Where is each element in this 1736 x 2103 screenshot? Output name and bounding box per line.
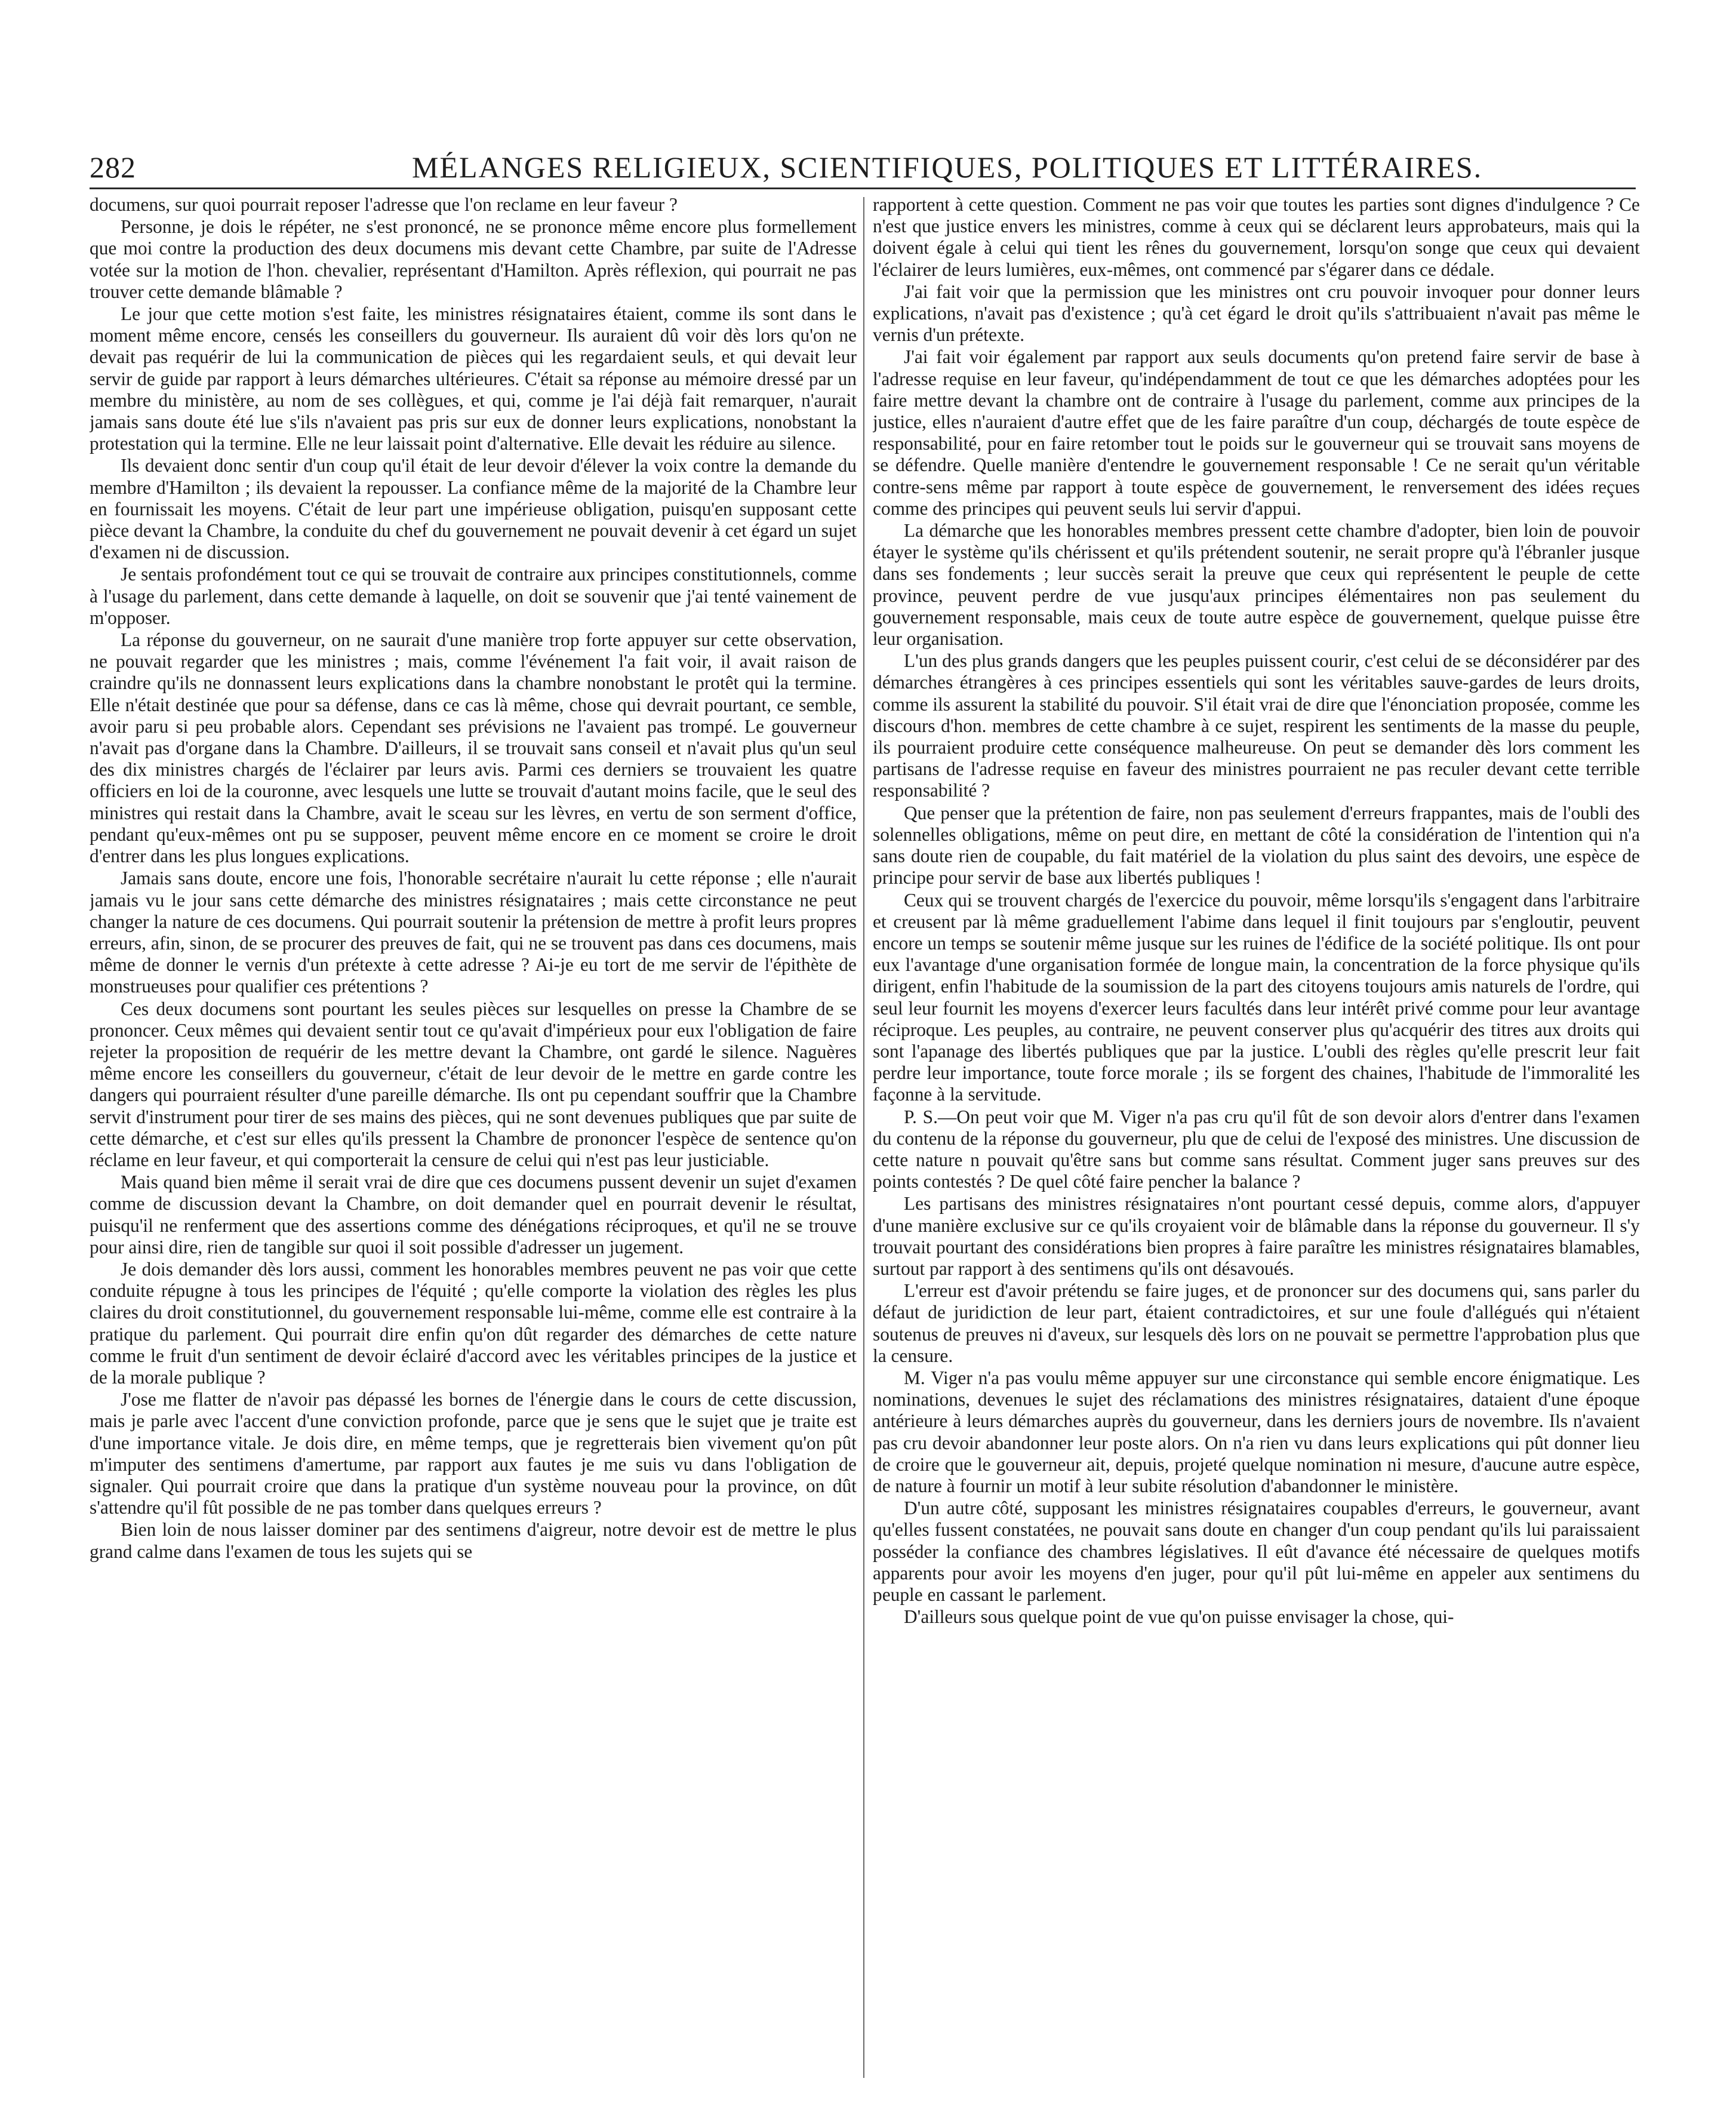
page-number: 282 (90, 150, 136, 184)
paragraph: Ceux qui se trouvent chargés de l'exercice du pouvoir, même lorsqu'ils s'engagent dans l'arbitraire et creusent par là même graduellement l'abime dans lequel il finit toujours par s'engloutir, peuvent encore un temps se soutenir même jusque sur les ruines de l'édifice de la société politique. Ils ont pour eux l'avantage d'une organisation formée de longue main, la concentration de la force physique qu'ils dirigent, enfin l'habitude de la soumission de la part des citoyens toujours amis naturels de l'ordre, qui seul leur fournit les moyens d'exercer leurs facultés dans leur intérêt privé comme pour leur avantage réciproque. Les peuples, au contraire, ne peuvent conserver plus qu'acquérir des titres aux droits qui sont l'apanage des libertés publiques que par la justice. L'oubli des règles qu'elle prescrit leur fait perdre leur importance, toute force morale ; ils se forgent des chaines, l'habitude de l'immoralité les façonne à la servitude. (873, 889, 1640, 1105)
paragraph: L'un des plus grands dangers que les peuples puissent courir, c'est celui de se déconsidérer par des démarches étrangères à ces principes essentiels qui sont les véritables sauve-gardes de leurs droits, comme ils assurent la stabilité du pouvoir. S'il était vrai de dire que l'énonciation proposée, comme les discours d'hon. membres de cette chambre à ce sujet, respirent les sentiments de la masse du peuple, ils pourraient produire cette conséquence malheureuse. On peut se demander dès lors comment les partisans de l'adresse requise en faveur des ministres pourraient ne pas reculer devant cette terrible responsabilité ? (873, 650, 1640, 801)
paragraph: La réponse du gouverneur, on ne saurait d'une manière trop forte appuyer sur cette observation, ne pouvait regarder que les ministres ; mais, comme l'événement l'a fait voir, il avait raison de craindre qu'ils ne donnassent leurs explications dans la chambre nonobstant le protêt qui la termine. Elle n'était destinée que pour sa défense, dans ce cas là même, chose qui devrait pourtant, ce semble, avoir paru si peu probable alors. Cependant ses prévisions ne l'avaient pas trompé. Le gouverneur n'avait pas d'organe dans la Chambre. D'ailleurs, il se trouvait sans conseil et n'avait plus qu'un seul des dix ministres chargés de l'éclairer par leurs avis. Parmi ces derniers se trouvaient les quatre officiers en loi de la couronne, avec lesquels une lutte se trouvait d'autant moins facile, que le seul des ministres qui restait dans la Chambre, avait le sceau sur les lèvres, en vertu de son serment d'office, pendant qu'eux-mêmes ont pu se supposer, peuvent même encore en ce moment se croire le droit d'entrer dans les plus longues explications. (90, 629, 857, 867)
paragraph: P. S.—On peut voir que M. Viger n'a pas cru qu'il fût de son devoir alors d'entrer dans l'examen du contenu de la réponse du gouverneur, plu que de celui de l'exposé des ministres. Une discussion de cette nature n pouvait qu'être sans but comme sans résultat. Comment juger sans preuves sur des points contestés ? De quel côté faire pencher la balance ? (873, 1106, 1640, 1192)
left-column (90, 194, 857, 2081)
paragraph: Bien loin de nous laisser dominer par des sentimens d'aigreur, notre devoir est de mettre le plus grand calme dans l'examen de tous les sujets qui se (90, 1519, 857, 1562)
paragraph: J'ose me flatter de n'avoir pas dépassé les bornes de l'énergie dans le cours de cette discussion, mais je parle avec l'accent d'une conviction profonde, parce que je sens que le sujet que je traite est d'une importance vitale. Je dois dire, en même temps, que je regretterais bien vivement qu'on pût m'imputer des sentimens d'amertume, par rapport aux fautes je me suis vu dans l'obligation de signaler. Qui pourrait croire que dans la pratique d'un système nouveau pour la province, on dût s'attendre qu'il fût possible de ne pas tomber dans quelques erreurs ? (90, 1389, 857, 1518)
paragraph: Les partisans des ministres résignataires n'ont pourtant cessé depuis, comme alors, d'appuyer d'une manière exclusive sur ce qu'ils croyaient voir de blâmable dans la réponse du gouverneur. Il s'y trouvait pourtant des considérations bien propres à faire paraître les ministres résignataires blamables, surtout par rapport à des sentimens qu'ils ont désavoués. (873, 1193, 1640, 1279)
paragraph: Ils devaient donc sentir d'un coup qu'il était de leur devoir d'élever la voix contre la demande du membre d'Hamilton ; ils devaient la repousser. La confiance même de la majorité de la Chambre leur en fournissait les moyens. C'était de leur part une impérieuse obligation, puisqu'en supposant cette pièce devant la Chambre, la conduite du chef du gouvernement ne pouvait devenir à cet égard un sujet d'examen ni de discussion. (90, 455, 857, 563)
paragraph: Jamais sans doute, encore une fois, l'honorable secrétaire n'aurait lu cette réponse ; elle n'aurait jamais vu le jour sans cette démarche des ministres résignataires ; mais cette circonstance ne peut changer la nature de ces documens. Qui pourrait soutenir la prétension de mettre à profit leurs propres erreurs, afin, sinon, de se procurer des preuves de fait, qui ne se trouvent pas dans ces documens, mais même de donner le vernis d'un prétexte à cette adresse ? Ai-je eu tort de me servir de l'épithète de monstrueuses pour qualifier ces prétentions ? (90, 868, 857, 997)
paragraph: Le jour que cette motion s'est faite, les ministres résignataires étaient, comme ils sont dans le moment même encore, censés les conseillers du gouverneur. Ils auraient dû voir dès lors qu'on ne devait pas requérir de lui la communication de pièces qui les regardaient seuls, et qui devait leur servir de guide par rapport à leurs démarches ultérieures. C'était sa réponse au mémoire dressé par un membre du ministère, au nom de ses collègues, et qui, comme je l'ai déjà fait remarquer, n'aurait jamais sans doute été lue s'ils n'avaient pas pris sur eux de donner leurs explications, nonobstant la protestation qui la termine. Elle ne leur laissait point d'alternative. Elle devait les réduire au silence. (90, 303, 857, 454)
paragraph: Je sentais profondément tout ce qui se trouvait de contraire aux principes constitutionnels, comme à l'usage du parlement, dans cette demande à laquelle, on doit se souvenir que j'ai tenté vainement de m'opposer. (90, 564, 857, 628)
paragraph: M. Viger n'a pas voulu même appuyer sur une circonstance qui semble encore énigmatique. Les nominations, devenues le sujet des réclamations des ministres résignataires, dataient d'une époque antérieure à leurs démarches auprès du gouverneur, dans les derniers jours de novembre. Ils n'avaient pas cru devoir abandonner leur poste alors. On n'a rien vu dans leurs explications qui pût donner lieu de croire que le gouverneur ait, depuis, projeté quelque nomination ni mesure, d'aucune autre espèce, de nature à fournir un motif à leur subite résolution d'abandonner le ministère. (873, 1367, 1640, 1496)
running-title: MÉLANGES RELIGIEUX, SCIENTIFIQUES, POLITIQUES ET LITTÉRAIRES. (412, 150, 1483, 184)
paragraph: Mais quand bien même il serait vrai de dire que ces documens pussent devenir un sujet d'examen comme de discussion devant la Chambre, on doit demander quel en pourrait devenir le résultat, puisqu'il ne renferment que des assertions comme des dénégations réciproques, et qu'il ne se trouve pour ainsi dire, rien de tangible sur quoi il soit possible d'adresser un jugement. (90, 1172, 857, 1258)
page-header (90, 149, 1636, 189)
paragraph: Je dois demander dès lors aussi, comment les honorables membres peuvent ne pas voir que cette conduite répugne à tous les principes de l'équité ; qu'elle comporte la violation des règles les plus claires du droit constitutionnel, du gouvernement responsable lui-même, comme elle est contraire à la pratique du parlement. Qui pourrait dire enfin qu'on dût regarder des démarches de cette nature comme le fruit d'un sentiment de devoir éclairé d'accord avec les véritables principes de la justice et de la morale publique ? (90, 1258, 857, 1388)
right-column (873, 194, 1640, 2081)
paragraph: L'erreur est d'avoir prétendu se faire juges, et de prononcer sur des documens qui, sans parler du défaut de juridiction de leur part, étaient contradictoires, et sur une foule d'allégués qui n'étaient soutenus de preuves ni d'aveux, sur lesquels dès lors on ne pouvait se permettre l'approbation plus que la censure. (873, 1280, 1640, 1366)
paragraph: D'un autre côté, supposant les ministres résignataires coupables d'erreurs, le gouverneur, avant qu'elles fussent constatées, ne pouvait sans doute en changer d'un coup pendant qu'ils lui paraissaient posséder la confiance des chambres législatives. Il eût d'avance été nécessaire de quelques motifs apparents pour avoir les moyens d'en juger, pour qu'il pût lui-même en appeler aux sentimens du peuple en cassant le parlement. (873, 1498, 1640, 1605)
paragraph: La démarche que les honorables membres pressent cette chambre d'adopter, bien loin de pouvoir étayer le système qu'ils chérissent et qu'ils prétendent soutenir, ne serait propre qu'à l'ébranler jusque dans ses fondements ; leur succès serait la preuve que ceux qui représentent le peuple de cette province, peuvent perdre de vue jusqu'aux principes élémentaires non pas seulement du gouvernement responsable, mais ceux de toute autre espèce de gouvernement, quelque puisse être leur organisation. (873, 520, 1640, 650)
paragraph: Ces deux documens sont pourtant les seules pièces sur lesquelles on presse la Chambre de se prononcer. Ceux mêmes qui devaient sentir tout ce qu'avait d'impérieux pour eux l'obligation de faire rejeter la proposition de requérir de les mettre devant la Chambre, ont gardé le silence. Naguères même encore les conseillers du gouverneur, c'était de leur devoir de le mettre en garde contre les dangers qui pourraient résulter d'une pareille démarche. Ils ont pu cependant souffrir que la Chambre servit d'instrument pour tirer de ses mains des pièces, qui ne sont devenues publiques que par suite de cette démarche, et c'est sur elles qu'ils pressent la Chambre de prononcer l'espèce de sentence qu'on réclame en leur faveur, et qui comporterait la censure de celui qui n'est pas leur justiciable. (90, 998, 857, 1170)
paragraph: documens, sur quoi pourrait reposer l'adresse que l'on reclame en leur faveur ? (90, 194, 678, 215)
paragraph: rapportent à cette question. Comment ne pas voir que toutes les parties sont dignes d'indulgence ? Ce n'est que justice envers les ministres, comme à ceux qui se déclarent leurs approbateurs, mais qui la doivent égale à celui qui tient les rênes du gouvernement, lorsqu'on songe que ceux qui devaient l'éclairer de leurs lumières, eux-mêmes, ont commencé par s'égarer dans ce dédale. (873, 194, 1640, 280)
paragraph: Personne, je dois le répéter, ne s'est prononcé, ne se prononce même encore plus formellement que moi contre la production des deux documens mis devant cette Chambre, par suite de l'Adresse votée sur la motion de l'hon. chevalier, représentant d'Hamilton. Après réflexion, qui pourrait ne pas trouver cette demande blâmable ? (90, 216, 857, 302)
column-divider (863, 197, 864, 2078)
paragraph: J'ai fait voir également par rapport aux seuls documents qu'on pretend faire servir de base à l'adresse requise en leur faveur, qu'indépendamment de tout ce que les démarches adoptées pour les faire mettre devant la chambre ont de contraire à l'usage du parlement, comme aux principes de la justice, elles n'auraient d'autre effet que de les faire paraître d'un coup, déchargés de toute espèce de responsabilité, pour en faire retomber tout le poids sur le gouverneur qui se trouvait sans moyens de se défendre. Quelle manière d'entendre le gouvernement responsable ! Ce ne serait qu'un véritable contre-sens même par rapport à toute espèce de gouvernement, le renversement des idées reçues comme des principes qui peuvent seuls lui servir d'appui. (873, 346, 1640, 519)
paragraph: D'ailleurs sous quelque point de vue qu'on puisse envisager la chose, qui- (904, 1606, 1454, 1628)
paragraph: Que penser que la prétention de faire, non pas seulement d'erreurs frappantes, mais de l'oubli des solennelles obligations, même on peut dire, en mettant de côté la considération de l'intention qui n'a sans doute rien de coupable, du fait matériel de la violation du plus saint des devoirs, une espèce de principe pour servir de base aux libertés publiques ! (873, 802, 1640, 888)
paragraph: J'ai fait voir que la permission que les ministres ont cru pouvoir invoquer pour donner leurs explications, n'avait pas d'existence ; qu'à cet égard le droit qu'ils s'attribuaient n'avait pas même le vernis d'un prétexte. (873, 281, 1640, 346)
